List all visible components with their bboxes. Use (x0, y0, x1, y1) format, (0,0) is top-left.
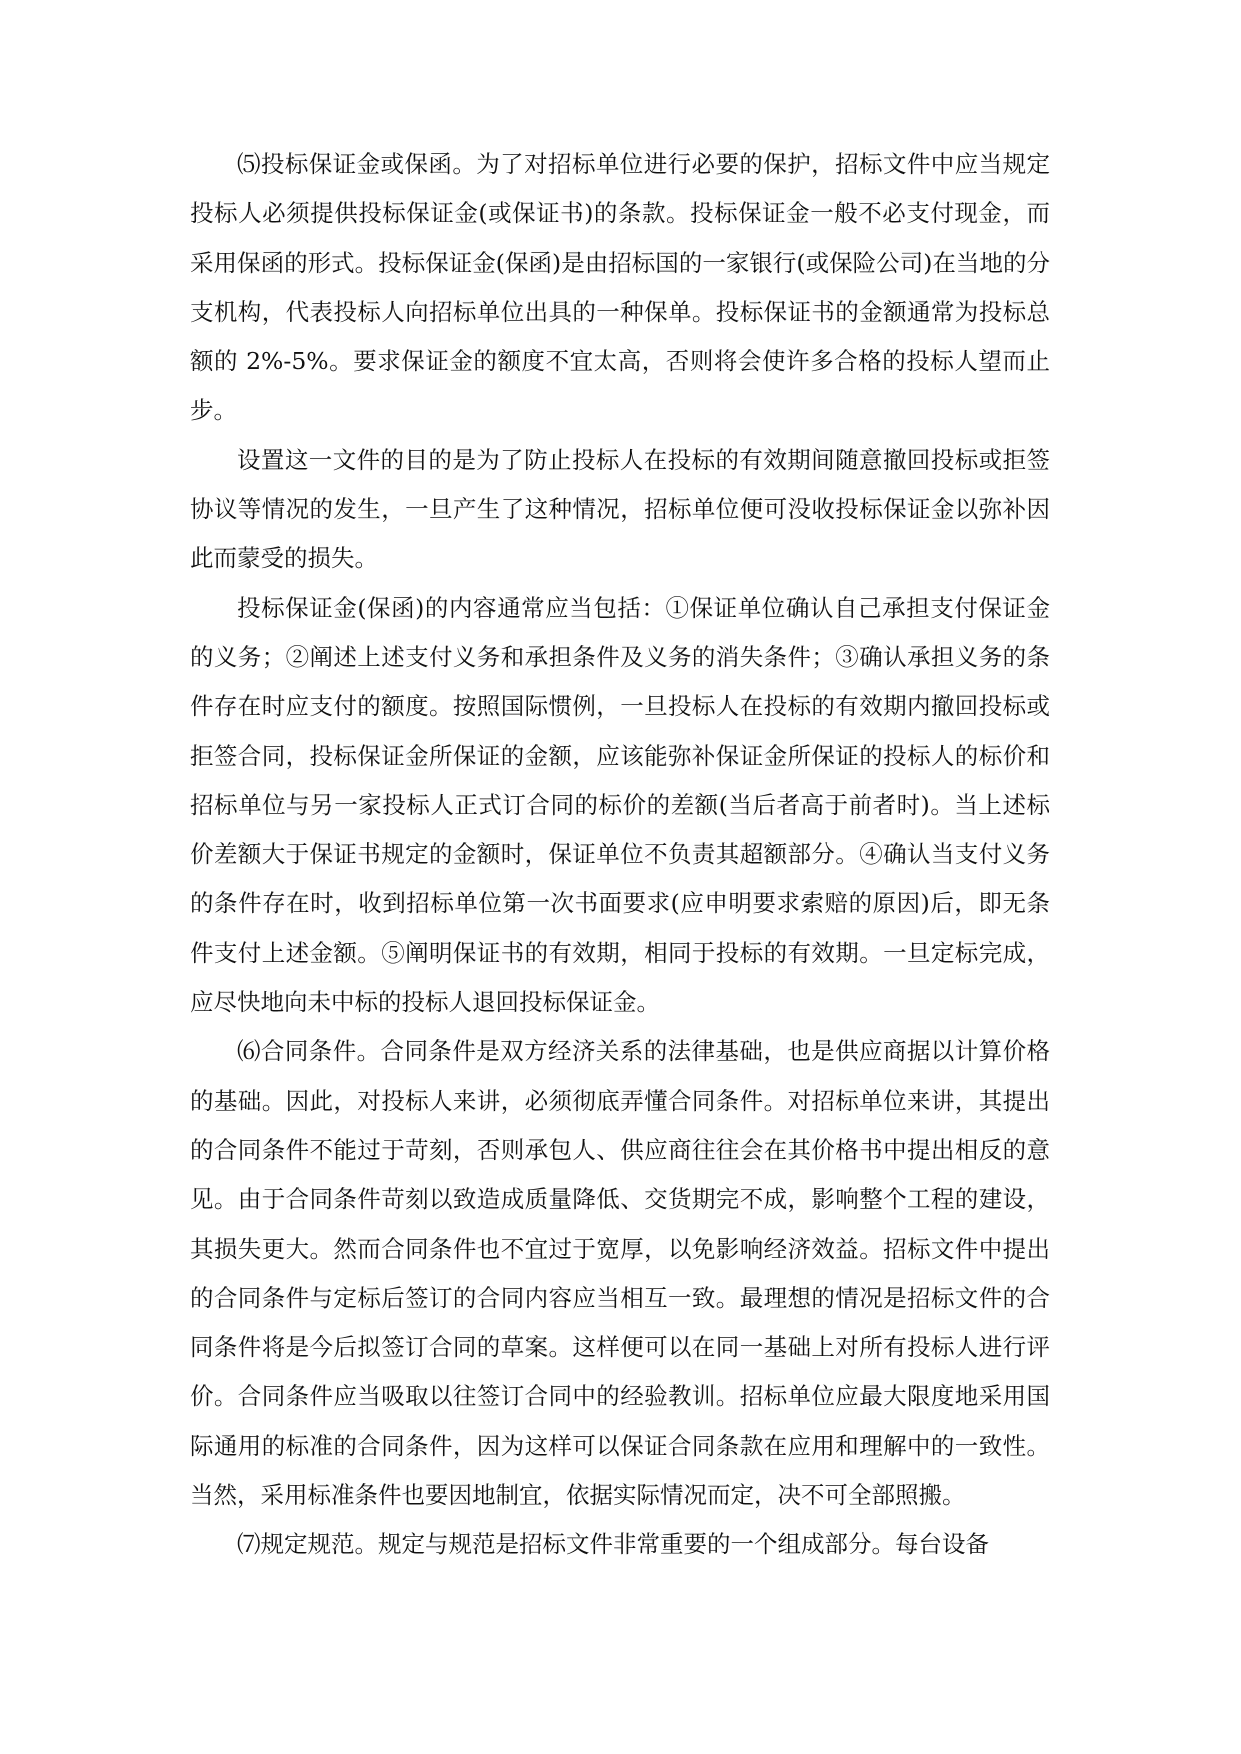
paragraph-bid-security: ⑸投标保证金或保函。为了对招标单位进行必要的保护，招标文件中应当规定投标人必须提供投标保证金(或保证书)的条款。投标保证金一般不必支付现金，而采用保函的形式。投标保证金(保函)是由招标国的一家银行(或保险公司)在当地的分支机构，代表投标人向招标单位出具的一种保单。投标保证书的金额通常为投标总额的 2%-5%。要求保证金的额度不宜太高，否则将会使许多合格的投标人望而止步。 (190, 150, 1050, 425)
paragraph-guarantee-contents: 投标保证金(保函)的内容通常应当包括：①保证单位确认自己承担支付保证金的义务；②阐述上述支付义务和承担条件及义务的消失条件；③确认承担义务的条件存在时应支付的额度。按照国际惯例，一旦投标人在投标的有效期内撤回投标或拒签合同，投标保证金所保证的金额，应该能弥补保证金所保证的投标人的标价和招标单位与另一家投标人正式订合同的标价的差额(当后者高于前者时)。当上述标价差额大于保证书规定的金额时，保证单位不负责其超额部分。④确认当支付义务的条件存在时，收到招标单位第一次书面要求(应申明要求索赔的原因)后，即无条件支付上述金额。⑤阐明保证书的有效期，相同于投标的有效期。一旦定标完成，应尽快地向未中标的投标人退回投标保证金。 (190, 593, 1050, 1017)
paragraph-specifications: ⑺规定规范。规定与规范是招标文件非常重要的一个组成部分。每台设备 (237, 1530, 989, 1559)
document-body (190, 140, 1050, 1570)
paragraph-contract-conditions: ⑹合同条件。合同条件是双方经济关系的法律基础，也是供应商据以计算价格的基础。因此，对投标人来讲，必须彻底弄懂合同条件。对招标单位来讲，其提出的合同条件不能过于苛刻，否则承包人、供应商往往会在其价格书中提出相反的意见。由于合同条件苛刻以致造成质量降低、交货期完不成，影响整个工程的建设，其损失更大。然而合同条件也不宜过于宽厚，以免影响经济效益。招标文件中提出的合同条件与定标后签订的合同内容应当相互一致。最理想的情况是招标文件的合同条件将是今后拟签订合同的草案。这样便可以在同一基础上对所有投标人进行评价。合同条件应当吸取以往签订合同中的经验教训。招标单位应最大限度地采用国际通用的标准的合同条件，因为这样可以保证合同条款在应用和理解中的一致性。当然，采用标准条件也要因地制宜，依据实际情况而定，决不可全部照搬。 (190, 1037, 1050, 1510)
paragraph-purpose: 设置这一文件的目的是为了防止投标人在投标的有效期间随意撤回投标或拒签协议等情况的发生，一旦产生了这种情况，招标单位便可没收投标保证金以弥补因此而蒙受的损失。 (190, 445, 1050, 573)
